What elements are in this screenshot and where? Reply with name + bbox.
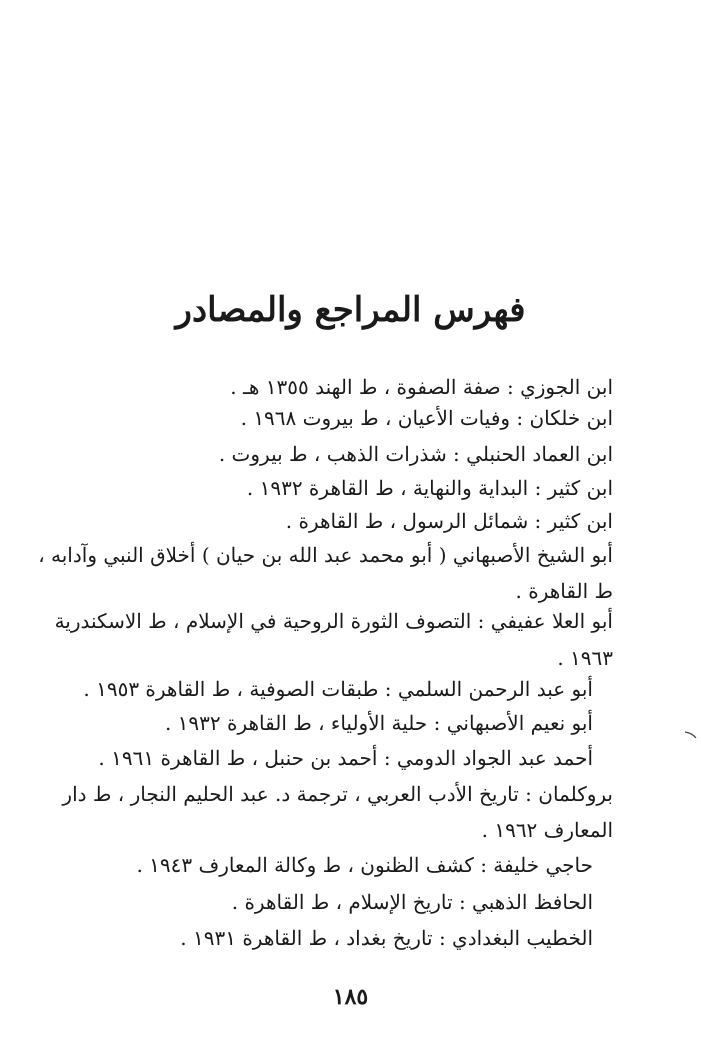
page-title: فهرس المراجع والمصادر <box>175 290 526 330</box>
bibliography-entry-continuation: المعارف ١٩٦٢ . <box>481 818 613 842</box>
bibliography-entry: أبو عبد الرحمن السلمي : طبقات الصوفية ، ط القاهرة ١٩٥٣ . <box>83 677 593 701</box>
bibliography-entry-continuation: ط القاهرة . <box>515 579 613 603</box>
bibliography-entry: بروكلمان : تاريخ الأدب العربي ، ترجمة د. عبد الحليم النجار ، ط دار <box>62 782 613 806</box>
bibliography-entry: ابن كثير : شمائل الرسول ، ط القاهرة . <box>285 509 613 533</box>
scan-mark-icon <box>684 730 698 740</box>
bibliography-entry: ابن الجوزي : صفة الصفوة ، ط الهند ١٣٥٥ هـ . <box>230 375 613 399</box>
bibliography-entry: ابن خلكان : وفيات الأعيان ، ط بيروت ١٩٦٨ . <box>240 406 613 430</box>
bibliography-entry-continuation: ١٩٦٣ . <box>557 646 613 670</box>
bibliography-entry: ابن كثير : البداية والنهاية ، ط القاهرة ١٩٣٢ . <box>246 476 613 500</box>
bibliography-entry: الخطيب البغدادي : تاريخ بغداد ، ط القاهرة ١٩٣١ . <box>180 926 593 950</box>
bibliography-entry: ابن العماد الحنبلي : شذرات الذهب ، ط بيروت . <box>218 442 613 466</box>
page-number: ١٨٥ <box>332 984 369 1010</box>
bibliography-entry: حاجي خليفة : كشف الظنون ، ط وكالة المعارف ١٩٤٣ . <box>136 853 593 877</box>
bibliography-entry: أبو الشيخ الأصبهاني ( أبو محمد عبد الله بن حيان ) أخلاق النبي وآدابه ، <box>38 543 613 567</box>
bibliography-entry: أحمد عبد الجواد الدومي : أحمد بن حنبل ، ط القاهرة ١٩٦١ . <box>98 746 593 770</box>
bibliography-entry: أبو نعيم الأصبهاني : حلية الأولياء ، ط القاهرة ١٩٣٢ . <box>164 711 593 735</box>
bibliography-entry: أبو العلا عفيفي : التصوف الثورة الروحية في الإسلام ، ط الاسكندرية <box>54 609 613 633</box>
bibliography-entry: الحافظ الذهبي : تاريخ الإسلام ، ط القاهرة . <box>231 890 593 914</box>
